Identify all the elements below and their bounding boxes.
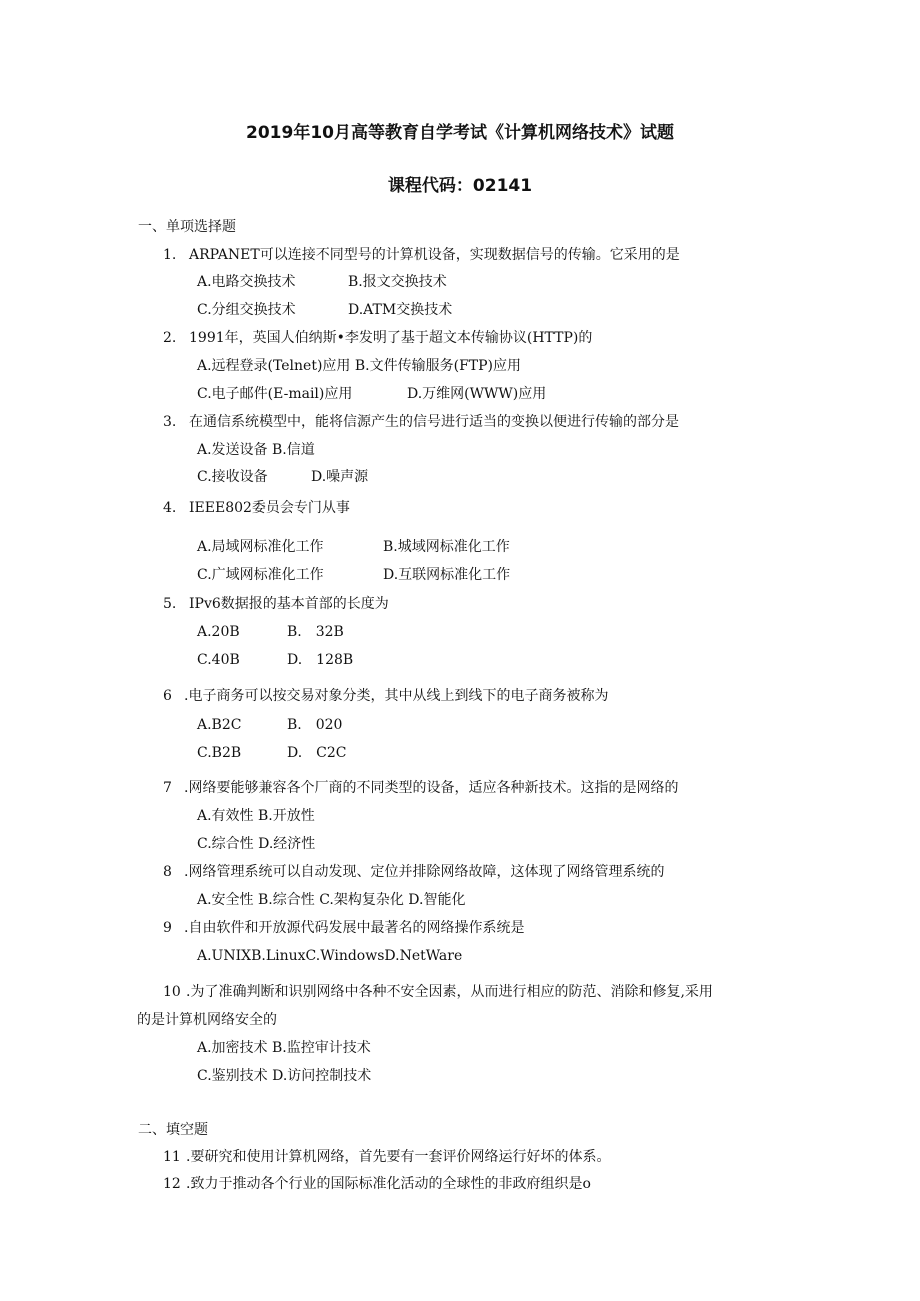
option-ab: A.远程登录(Telnet)应用 B.文件传输服务(FTP)应用 [197, 358, 522, 374]
option-c: C.分组交换技术 [197, 302, 296, 318]
option-ab: A.有效性 B.开放性 [197, 808, 315, 824]
question-number: 12 [163, 1176, 181, 1192]
course-code: 课程代码：02141 [387, 176, 533, 196]
question-number: 7 [163, 780, 172, 796]
question-number: 5. [163, 596, 177, 612]
option-c: C.B2B [197, 745, 242, 761]
options: A.UNIXB.LinuxC.WindowsD.NetWare [197, 948, 463, 964]
section-heading-single-choice: 一、单项选择题 [138, 219, 236, 235]
option-a: A.B2C [197, 717, 242, 733]
question-text: ARPANET可以连接不同型号的计算机设备，实现数据信号的传输。它采用的是 [189, 247, 680, 263]
question-text-continued: 的是计算机网络安全的 [137, 1012, 277, 1028]
question-text: .网络管理系统可以自动发现、定位并排除网络故障，这体现了网络管理系统的 [184, 864, 665, 880]
option-b: B.报文交换技术 [348, 274, 447, 290]
option-d: D. C2C [287, 745, 347, 761]
question-number: 11 [163, 1149, 181, 1165]
question-text: 1991年，英国人伯纳斯•李发明了基于超文本传输协议(HTTP)的 [189, 330, 593, 346]
question-number: 10 [163, 984, 181, 1000]
option-ab: A.加密技术 B.监控审计技术 [197, 1040, 371, 1056]
option-d: D.互联网标准化工作 [383, 567, 511, 583]
question-number: 8 [163, 864, 172, 880]
options: A.安全性 B.综合性 C.架构复杂化 D.智能化 [197, 892, 466, 908]
question-text: 在通信系统模型中，能将信源产生的信号进行适当的变换以便进行传输的部分是 [189, 414, 679, 430]
question-text: .要研究和使用计算机网络，首先要有一套评价网络运行好坏的体系。 [186, 1149, 611, 1165]
option-cd: C.鉴别技术 D.访问控制技术 [197, 1068, 372, 1084]
option-a: A.20B [197, 624, 240, 640]
option-d: D.噪声源 [311, 469, 369, 485]
question-number: 1. [163, 247, 177, 263]
question-number: 3. [163, 414, 177, 430]
question-number: 9 [163, 920, 172, 936]
question-text: .网络要能够兼容各个厂商的不同类型的设备，适应各种新技术。这指的是网络的 [184, 780, 679, 796]
question-text: IEEE802委员会专门从事 [189, 500, 350, 516]
option-d: D.万维网(WWW)应用 [407, 386, 547, 402]
question-number: 4. [163, 500, 177, 516]
option-cd: C.综合性 D.经济性 [197, 836, 316, 852]
question-text: .电子商务可以按交易对象分类，其中从线上到线下的电子商务被称为 [184, 688, 609, 704]
option-c: C.广域网标准化工作 [197, 567, 324, 583]
question-text: .自由软件和开放源代码发展中最著名的网络操作系统是 [184, 920, 525, 936]
question-number: 6 [163, 688, 172, 704]
option-a: A.局域网标准化工作 [197, 539, 324, 555]
question-text: .致力于推动各个行业的国际标准化活动的全球性的非政府组织是o [186, 1176, 591, 1192]
question-number: 2. [163, 330, 177, 346]
option-d: D.ATM交换技术 [348, 302, 453, 318]
question-text: IPv6数据报的基本首部的长度为 [189, 596, 389, 612]
option-b: B. 020 [287, 717, 343, 733]
option-c: C.电子邮件(E-mail)应用 [197, 386, 353, 402]
exam-title: 2019年10月高等教育自学考试《计算机网络技术》试题 [246, 123, 674, 143]
option-ab: A.发送设备 B.信道 [197, 442, 315, 458]
option-d: D. 128B [287, 652, 354, 668]
option-a: A.电路交换技术 [197, 274, 296, 290]
section-heading-fill-blank: 二、填空题 [138, 1122, 208, 1138]
question-text: .为了准确判断和识别网络中各种不安全因素，从而进行相应的防范、消除和修复,采用 [186, 984, 713, 1000]
option-c: C.40B [197, 652, 240, 668]
option-b: B.城域网标准化工作 [383, 539, 510, 555]
option-c: C.接收设备 [197, 469, 268, 485]
option-b: B. 32B [287, 624, 344, 640]
